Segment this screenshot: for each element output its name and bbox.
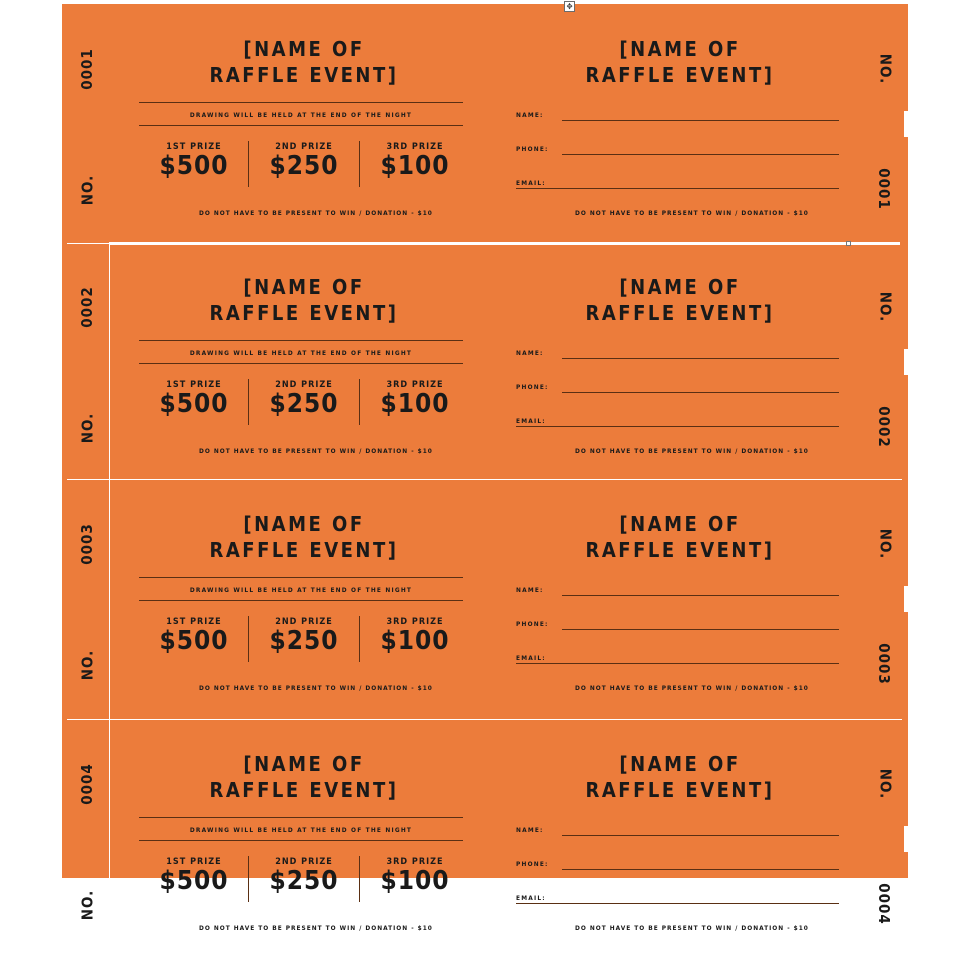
phone-field[interactable] <box>562 869 839 870</box>
prize-divider <box>359 616 360 662</box>
event-title <box>202 36 406 88</box>
event-title-line2: RAFFLE EVENT] <box>585 538 775 562</box>
event-title-line1: [NAME OF <box>243 752 365 776</box>
stub-number: 0003 <box>77 523 96 565</box>
prize-label: 2ND PRIZE <box>275 380 333 390</box>
prize-divider <box>248 856 249 902</box>
right-edge <box>904 349 908 375</box>
drawing-note: DRAWING WILL BE HELD AT THE END OF THE NIGHT <box>189 586 413 594</box>
event-title-line2: RAFFLE EVENT] <box>209 63 399 87</box>
drawing-note: DRAWING WILL BE HELD AT THE END OF THE NIGHT <box>189 111 413 119</box>
prize-3 <box>365 380 465 419</box>
event-title-line1: [NAME OF <box>243 275 365 299</box>
event-title <box>578 511 782 563</box>
raffle-ticket <box>62 4 908 244</box>
name-field-label: NAME: <box>516 111 544 119</box>
event-title-line2: RAFFLE EVENT] <box>209 538 399 562</box>
prize-amount: $250 <box>269 389 339 419</box>
footer-note <box>199 924 433 932</box>
prize-3 <box>365 142 465 181</box>
stub-number: 0002 <box>77 286 96 328</box>
event-title-line1: [NAME OF <box>243 512 365 536</box>
footer-plain: DO NOT HAVE TO BE PRESENT TO WIN / <box>575 924 742 932</box>
prize-1 <box>144 380 244 419</box>
event-title-line2: RAFFLE EVENT] <box>209 301 399 325</box>
drawing-rule <box>139 363 463 364</box>
footer-plain: DO NOT HAVE TO BE PRESENT TO WIN / <box>575 447 742 455</box>
name-field[interactable] <box>562 358 839 359</box>
ticket-separator <box>67 243 110 244</box>
stub-no-label: NO. <box>78 889 97 921</box>
prize-divider <box>248 141 249 187</box>
drawing-rule <box>139 840 463 841</box>
prize-amount: $250 <box>269 626 339 656</box>
prize-amount: $500 <box>159 866 229 896</box>
phone-field-label: PHONE: <box>516 620 549 628</box>
event-title <box>202 274 406 326</box>
footer-note <box>575 447 809 455</box>
prize-label: 3RD PRIZE <box>386 857 444 867</box>
prize-amount: $500 <box>159 626 229 656</box>
raffle-ticket <box>62 479 908 719</box>
selection-handle <box>846 241 851 246</box>
ticket-separator <box>67 719 902 720</box>
name-field[interactable] <box>562 595 839 596</box>
prize-1 <box>144 617 244 656</box>
prize-divider <box>359 141 360 187</box>
event-title-line2: RAFFLE EVENT] <box>585 778 775 802</box>
stub-divider <box>109 719 110 959</box>
event-title-line1: [NAME OF <box>619 37 741 61</box>
event-title-line2: RAFFLE EVENT] <box>585 301 775 325</box>
phone-field[interactable] <box>562 154 839 155</box>
footer-note <box>199 447 433 455</box>
footer-plain: DO NOT HAVE TO BE PRESENT TO WIN / <box>575 684 742 692</box>
prize-2 <box>254 617 354 656</box>
phone-field-label: PHONE: <box>516 145 549 153</box>
stub-divider <box>109 242 110 482</box>
footer-note <box>575 684 809 692</box>
drawing-note: DRAWING WILL BE HELD AT THE END OF THE NIGHT <box>189 826 413 834</box>
email-field-label: EMAIL: <box>516 894 546 902</box>
right-edge <box>904 111 908 137</box>
prize-1 <box>144 142 244 181</box>
prize-amount: $100 <box>380 866 450 896</box>
footer-note <box>199 209 433 217</box>
raffle-ticket <box>62 242 908 482</box>
footer-plain: DO NOT HAVE TO BE PRESENT TO WIN / <box>199 684 366 692</box>
event-title <box>578 751 782 803</box>
ticket-no-label: NO. <box>876 53 895 85</box>
footer-donation: DONATION - $10 <box>365 924 433 932</box>
footer-note <box>575 209 809 217</box>
ticket-separator <box>110 242 900 245</box>
phone-field-label: PHONE: <box>516 383 549 391</box>
email-field-label: EMAIL: <box>516 417 546 425</box>
prize-divider <box>359 379 360 425</box>
stub-divider <box>109 479 110 719</box>
footer-donation: DONATION - $10 <box>741 684 809 692</box>
event-title-line1: [NAME OF <box>619 275 741 299</box>
stub-no-label: NO. <box>78 174 97 206</box>
event-title-line2: RAFFLE EVENT] <box>209 778 399 802</box>
email-field-label: EMAIL: <box>516 654 546 662</box>
name-field-label: NAME: <box>516 586 544 594</box>
drawing-rule <box>139 125 463 126</box>
ticket-number: 0002 <box>874 406 893 448</box>
phone-field[interactable] <box>562 392 839 393</box>
prize-divider <box>248 616 249 662</box>
prize-amount: $500 <box>159 151 229 181</box>
event-title <box>578 36 782 88</box>
prize-divider <box>248 379 249 425</box>
phone-field[interactable] <box>562 629 839 630</box>
event-title-line1: [NAME OF <box>619 512 741 536</box>
event-title <box>202 511 406 563</box>
prize-amount: $250 <box>269 151 339 181</box>
title-rule <box>139 102 463 103</box>
prize-amount: $500 <box>159 389 229 419</box>
footer-donation: DONATION - $10 <box>365 209 433 217</box>
raffle-ticket-sheet <box>62 2 908 932</box>
footer-donation: DONATION - $10 <box>365 447 433 455</box>
prize-label: 1ST PRIZE <box>166 617 222 627</box>
title-rule <box>139 817 463 818</box>
prize-amount: $100 <box>380 389 450 419</box>
footer-plain: DO NOT HAVE TO BE PRESENT TO WIN / <box>199 924 366 932</box>
prize-1 <box>144 857 244 896</box>
footer-donation: DONATION - $10 <box>365 684 433 692</box>
prize-3 <box>365 617 465 656</box>
prize-label: 3RD PRIZE <box>386 142 444 152</box>
prize-label: 2ND PRIZE <box>275 857 333 867</box>
name-field-label: NAME: <box>516 826 544 834</box>
prize-label: 3RD PRIZE <box>386 617 444 627</box>
email-field-label: EMAIL: <box>516 179 546 187</box>
prize-amount: $100 <box>380 626 450 656</box>
prize-label: 1ST PRIZE <box>166 142 222 152</box>
raffle-ticket <box>62 719 908 959</box>
footer-plain: DO NOT HAVE TO BE PRESENT TO WIN / <box>199 447 366 455</box>
name-field[interactable] <box>562 835 839 836</box>
email-field[interactable] <box>516 663 839 664</box>
footer-plain: DO NOT HAVE TO BE PRESENT TO WIN / <box>575 209 742 217</box>
event-title <box>202 751 406 803</box>
stub-no-label: NO. <box>78 412 97 444</box>
footer-donation: DONATION - $10 <box>741 924 809 932</box>
email-field[interactable] <box>516 426 839 427</box>
prize-label: 1ST PRIZE <box>166 857 222 867</box>
prize-label: 1ST PRIZE <box>166 380 222 390</box>
ticket-no-label: NO. <box>876 291 895 323</box>
event-title-line1: [NAME OF <box>619 752 741 776</box>
ticket-no-label: NO. <box>876 528 895 560</box>
ticket-number: 0001 <box>874 168 893 210</box>
event-title-line1: [NAME OF <box>243 37 365 61</box>
email-field[interactable] <box>516 903 839 904</box>
event-title-line2: RAFFLE EVENT] <box>585 63 775 87</box>
footer-note <box>575 924 809 932</box>
move-cross-icon[interactable]: ✥ <box>564 1 575 12</box>
drawing-rule <box>139 600 463 601</box>
footer-donation: DONATION - $10 <box>741 209 809 217</box>
ticket-number: 0004 <box>874 883 893 925</box>
prize-3 <box>365 857 465 896</box>
stub-number: 0004 <box>77 763 96 805</box>
right-edge <box>904 586 908 612</box>
footer-plain: DO NOT HAVE TO BE PRESENT TO WIN / <box>199 209 366 217</box>
name-field-label: NAME: <box>516 349 544 357</box>
right-edge <box>904 826 908 852</box>
ticket-number: 0003 <box>874 643 893 685</box>
phone-field-label: PHONE: <box>516 860 549 868</box>
ticket-no-label: NO. <box>876 768 895 800</box>
stub-no-label: NO. <box>78 649 97 681</box>
event-title <box>578 274 782 326</box>
prize-label: 2ND PRIZE <box>275 617 333 627</box>
prize-2 <box>254 380 354 419</box>
ticket-separator <box>67 479 902 480</box>
prize-2 <box>254 142 354 181</box>
drawing-note: DRAWING WILL BE HELD AT THE END OF THE NIGHT <box>189 349 413 357</box>
prize-label: 2ND PRIZE <box>275 142 333 152</box>
title-rule <box>139 340 463 341</box>
prize-label: 3RD PRIZE <box>386 380 444 390</box>
prize-amount: $250 <box>269 866 339 896</box>
stub-number: 0001 <box>77 48 96 90</box>
email-field[interactable] <box>516 188 839 189</box>
name-field[interactable] <box>562 120 839 121</box>
footer-donation: DONATION - $10 <box>741 447 809 455</box>
title-rule <box>139 577 463 578</box>
footer-note <box>199 684 433 692</box>
prize-amount: $100 <box>380 151 450 181</box>
prize-2 <box>254 857 354 896</box>
prize-divider <box>359 856 360 902</box>
